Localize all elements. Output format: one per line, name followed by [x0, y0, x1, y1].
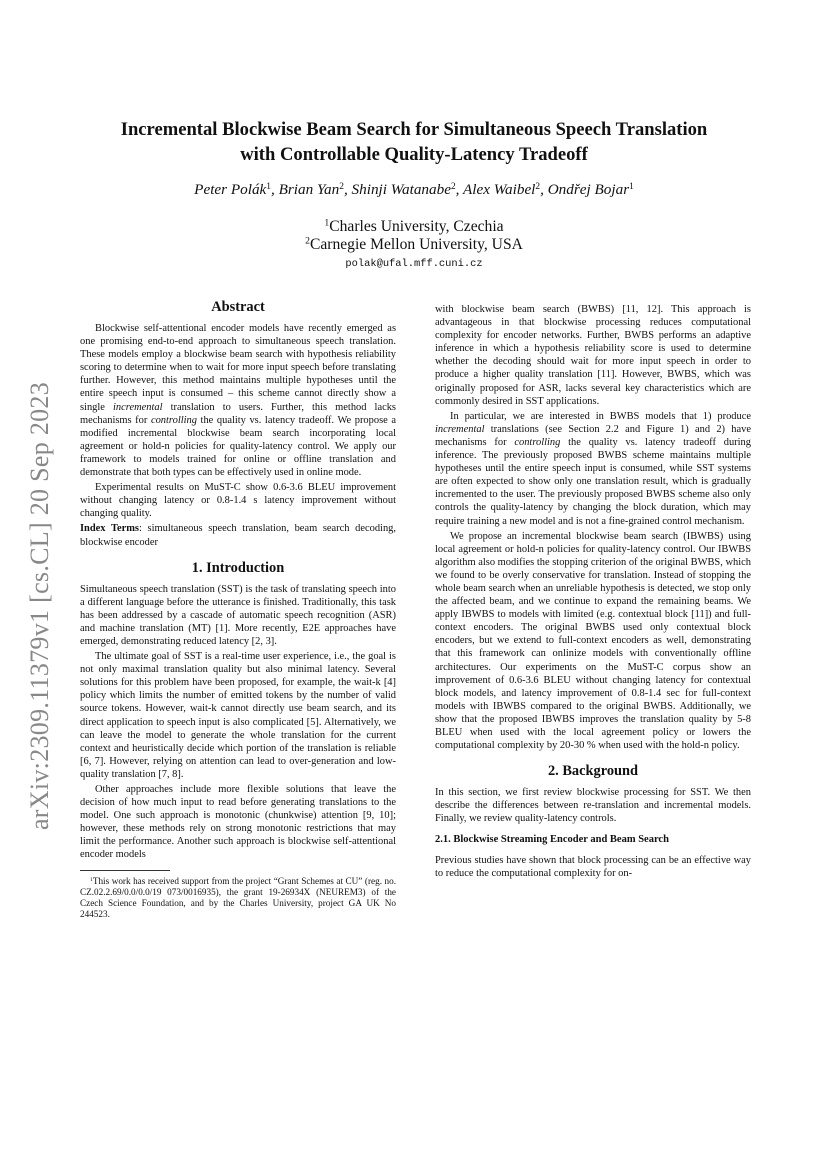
title-line-2: with Controllable Quality-Latency Tradeoff: [240, 144, 588, 165]
author-affiliation: 1: [629, 181, 634, 192]
abstract-heading: Abstract: [211, 299, 265, 315]
text-run: translations (see Section 2.2 and Figure 1) and 2) have mechanisms for: [435, 423, 751, 448]
text-run: the quality vs. latency tradeoff during inference. The previously proposed BWBS scheme maintains multiple hypotheses until the entire speech input is consumed, while SST systems are often expected to show only one translation result, which is gradually incremented to the user. The previously proposed BWBS scheme also only controls the quality-latency by changing the block duration, which may require training a new model and is not a fine-grained control mechanism.: [435, 436, 751, 527]
arxiv-stamp-text: arXiv:2309.11379v1 [cs.CL] 20 Sep 2023: [25, 381, 54, 831]
background-heading: 2. Background: [547, 763, 639, 780]
affiliation-text: Charles University, Czechia: [329, 218, 504, 235]
author-affiliation: 2: [339, 181, 344, 192]
intro-continued-paragraph: with blockwise beam search (BWBS) [11, 12]. This approach is advantageous in that blockwise processing reduces computational complexity for encoder networks. Further, BWBS performs an adaptive inference in which a hypothesis reliability score is used to determine whether the decoding should wait for more input speech in order to produce a higher quality translation [11]. However, BWBS, which was originally proposed for ASR, lacks several key characteristics which are commonly desired in SST applications.: [435, 304, 751, 407]
emphasis: incremental: [113, 401, 163, 413]
affiliation-2: [80, 235, 748, 254]
subsection-paragraph-1: Previous studies have shown that block processing can be an effective way to reduce the computational complexity for on-: [435, 854, 751, 879]
text-run: the quality vs. latency tradeoff. We propose a modified incremental blockwise beam search incorporating local agreement or hold-n policies for quality-latency control. We apply our framework to models trained for online or offline translation and demonstrate that both types can be effectively used in online mode.: [80, 414, 397, 479]
intro-paragraph-5: We propose an incremental blockwise beam search (IBWBS) using local agreement or hold-n policies for quality-latency control. Our IBWBS algorithm also modifies the stopping criterion of the original BWBS, which we found to be overly conservative for translation. Instead of stopping the whole beam search when an unreliable hypothesis is detected, we stop only the affected beam, and we continue to expand the remaining beams. We apply IBWBS to models with limited (e.g. contextual block [11]) and full-context encoders. The original BWBS used only contextual block encoders, but we extend to full-context encoders as well, demonstrating that this framework can onlinize models with conventionally offline architectures. Our experiments on the MuST-C corpus show an improvement of 0.6-3.6 BLEU without changing latency for contextual block models, and latency improvement of 0.8-1.4 sec for full-context models with IBWBS compared to the original BWBS. Additionally, we show that the proposed IBWBS improves the translation quality by 5-8 BLEU when used with the local agreement policy or lowers the computational complexity by 20-30 % when used with the hold-n policy.: [435, 530, 751, 752]
intro-paragraph-4: [435, 410, 751, 528]
intro-paragraph-3: Other approaches include more flexible solutions that leave the decision of how much input to read before generating translations to the model. One such approach is monotonic (chunkwise) attention [9, 10]; however, these methods rely on strong monotonic restrictions that may limit the performance. Another such approach is blockwise self-attentional encoder models: [80, 784, 396, 861]
right-column: [435, 303, 751, 880]
emphasis: controlling: [150, 414, 197, 426]
author-list: Peter Polák$^1$, Brian Yan$^2$, Shinji Watanabe$^2$, Alex Waibel$^2$, Ondřej Bojar$^1$: [194, 181, 634, 198]
affiliation-1: [80, 217, 748, 236]
author-name: Shinji Watanabe: [351, 181, 451, 198]
affiliation-number: 1: [324, 217, 330, 229]
paper-title: [80, 117, 748, 167]
author-affiliation: 2: [535, 181, 541, 192]
author-name: Peter Polák: [194, 181, 267, 198]
abstract-paragraph-2: Experimental results on MuST-C show 0.6-3.6 BLEU improvement without changing latency or 0.8-1.4 s latency improvement without changing quality.: [80, 482, 396, 520]
text-run: Blockwise self-attentional encoder models have recently emerged as one promising end-to-end approach to simultaneous speech translation. These models employ a blockwise beam search with hypothesis reliability scoring to determine when to wait for more input speech before translating further. However, this method maintains multiple hypotheses until the entire speech input is consumed – this scheme cannot directly show a single: [80, 323, 396, 413]
arxiv-stamp: [22, 366, 58, 846]
emphasis: controlling: [514, 436, 561, 448]
index-terms: [80, 522, 396, 548]
background-paragraph-1: In this section, we first review blockwise processing for SST. We then describe the differences between re-translation and incremental models. Finally, we review quality-latency controls.: [435, 787, 751, 825]
author-affiliation: 1: [266, 181, 271, 192]
author-name: Alex Waibel: [463, 181, 536, 198]
affiliation-number: 2: [305, 235, 310, 247]
abstract-paragraph-1: [80, 322, 396, 479]
affiliation-text: Carnegie Mellon University, USA: [309, 236, 523, 253]
text-run: In particular, we are interested in BWBS models that 1) produce: [450, 410, 751, 422]
emphasis: incremental: [435, 423, 485, 435]
index-terms-text: : simultaneous speech translation, beam search decoding, blockwise encoder: [80, 523, 396, 548]
subsection-heading: 2.1. Blockwise Streaming Encoder and Beam Search: [435, 834, 669, 846]
contact-email: polak@ufal.mff.cuni.cz: [345, 258, 483, 270]
text-run: translation to users. Further, this method lacks mechanisms for: [80, 401, 396, 426]
author-name: Ondřej Bojar: [547, 181, 630, 198]
footnote-divider: [80, 870, 170, 871]
title-line-1: Incremental Blockwise Beam Search for Simultaneous Speech Translation: [120, 119, 708, 140]
footnote-number: 1: [90, 876, 93, 883]
index-terms-label: Index Terms: [80, 523, 139, 535]
footnote-text: This work has received support from the project “Grant Schemes at CU” (reg. no. CZ.02.2.69/0.0/0.0/19 073/0016935), the grant 19-26934X (NEUREM3) of the Czech Science Foundation, and by the Charles University, project GA UK No 244523.: [80, 875, 396, 920]
intro-paragraph-1: Simultaneous speech translation (SST) is the task of translating speech into a different language before the utterance is finished. Traditionally, this task has been addressed by a cascade of automatic speech recognition (ASR) and machine translation (MT) [1]. More recently, E2E approaches have emerged, demonstrating reduced latency [2, 3].: [80, 583, 396, 647]
left-column: [80, 298, 396, 921]
intro-paragraph-2: The ultimate goal of SST is a real-time user experience, i.e., the goal is not only maximal translation quality but also minimal latency. Several solutions for this problem have been proposed, for example, the wait-k [4] policy which limits the number of emitted tokens by the number of valid source tokens. However, wait-k cannot directly use beam search, and its direct application to speech input is also complicated [5]. Alternatively, we can leave the model to generate the whole translation for the current context and heuristically decide which portion of the translation is reliable [6, 7]. However, relying on attention can lead to over-generation and low-quality translation [7, 8].: [80, 651, 396, 780]
footnote: [80, 876, 396, 921]
author-affiliation: 2: [450, 181, 456, 192]
author-name: Brian Yan: [278, 181, 340, 198]
introduction-heading: 1. Introduction: [191, 559, 285, 576]
